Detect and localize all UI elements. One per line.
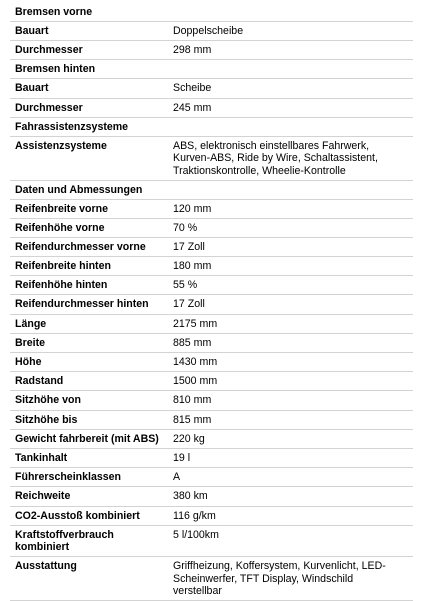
spec-value: 55 %: [173, 279, 198, 292]
section-header-daten-und-abmessungen: Daten und Abmessungen: [0, 181, 425, 200]
spec-row: [0, 526, 425, 557]
spec-value: ABS, elektronisch einstellbares Fahrwerk, Kurven-ABS, Ride by Wire, Schaltassistent, Traktionskontrolle, Wheelie-Kontrolle: [173, 139, 378, 177]
spec-row: [0, 238, 425, 257]
spec-row: [0, 334, 425, 353]
spec-value: 120 mm: [173, 202, 212, 215]
spec-label: Sitzhöhe von: [15, 394, 81, 407]
spec-row: [0, 449, 425, 468]
spec-value: 17 Zoll: [173, 298, 205, 311]
spec-label: Bauart: [15, 82, 49, 95]
spec-row: [0, 507, 425, 526]
spec-value: 5 l/100km: [173, 528, 219, 541]
spec-row: [0, 391, 425, 410]
spec-label: Reifendurchmesser hinten: [15, 298, 149, 311]
spec-value: 70 %: [173, 221, 198, 234]
spec-value: 19 l: [173, 451, 191, 464]
spec-value: 220 kg: [173, 432, 205, 445]
spec-label: Reifenbreite hinten: [15, 260, 111, 273]
spec-label: Länge: [15, 317, 47, 330]
spec-row: [0, 137, 425, 181]
spec-label: Gewicht fahrbereit (mit ABS): [15, 432, 159, 445]
spec-label: Durchmesser: [15, 44, 83, 57]
spec-label: Radstand: [15, 375, 64, 388]
spec-row: [0, 79, 425, 98]
spec-value: Scheibe: [173, 82, 212, 95]
spec-label: CO2-Ausstoß kombiniert: [15, 509, 140, 522]
spec-row: [0, 99, 425, 118]
spec-value: 815 mm: [173, 413, 212, 426]
spec-value: Doppelscheibe: [173, 25, 244, 37]
spec-row: [0, 372, 425, 391]
spec-label: Sitzhöhe bis: [15, 413, 78, 426]
section-header-fahrassistenzsysteme: Fahrassistenzsysteme: [0, 118, 425, 137]
spec-label: Assistenzsysteme: [15, 139, 107, 152]
spec-label: Durchmesser: [15, 101, 83, 114]
spec-row: [0, 257, 425, 276]
spec-value: 885 mm: [173, 336, 212, 349]
spec-label: Breite: [15, 336, 46, 349]
spec-row: [0, 411, 425, 430]
spec-value: 17 Zoll: [173, 240, 205, 253]
spec-row: [0, 200, 425, 219]
spec-label: Bauart: [15, 25, 49, 37]
spec-value: 810 mm: [173, 394, 212, 407]
spec-value: 1500 mm: [173, 375, 218, 388]
spec-row: [0, 41, 425, 60]
section-header-bremsen-hinten: Bremsen hinten: [0, 60, 425, 79]
spec-value: 2175 mm: [173, 317, 218, 330]
spec-label: Reichweite: [15, 490, 71, 503]
spec-value: A: [173, 471, 181, 484]
spec-label: Reifenhöhe hinten: [15, 279, 108, 292]
spec-value: 180 mm: [173, 260, 212, 273]
spec-row: [0, 315, 425, 334]
spec-label: Reifenbreite vorne: [15, 202, 109, 215]
spec-value: 298 mm: [173, 44, 212, 57]
spec-row: [0, 22, 425, 41]
section-header-bremsen-vorne: Bremsen vorne: [0, 3, 425, 22]
spec-value: 116 g/km: [173, 509, 216, 522]
spec-row: [0, 353, 425, 372]
spec-row: [0, 487, 425, 506]
spec-row: [0, 295, 425, 314]
spec-label: Reifendurchmesser vorne: [15, 240, 146, 253]
spec-label: Führerscheinklassen: [15, 471, 121, 484]
spec-row: [0, 219, 425, 238]
spec-row: [0, 468, 425, 487]
spec-label: Ausstattung: [15, 559, 77, 572]
spec-label: Kraftstoffverbrauch kombiniert: [15, 528, 114, 554]
spec-value: Griffheizung, Koffersystem, Kurvenlicht, LED-Scheinwerfer, TFT Display, Windschild verstellbar: [173, 559, 386, 598]
spec-label: Tankinhalt: [15, 451, 68, 464]
spec-value: 245 mm: [173, 101, 212, 114]
spec-row: [0, 430, 425, 449]
spec-value: 380 km: [173, 490, 208, 503]
spec-row: [0, 557, 425, 601]
spec-value: 1430 mm: [173, 356, 218, 369]
spec-row: [0, 276, 425, 295]
spec-label: Höhe: [15, 356, 42, 369]
spec-label: Reifenhöhe vorne: [15, 221, 105, 234]
